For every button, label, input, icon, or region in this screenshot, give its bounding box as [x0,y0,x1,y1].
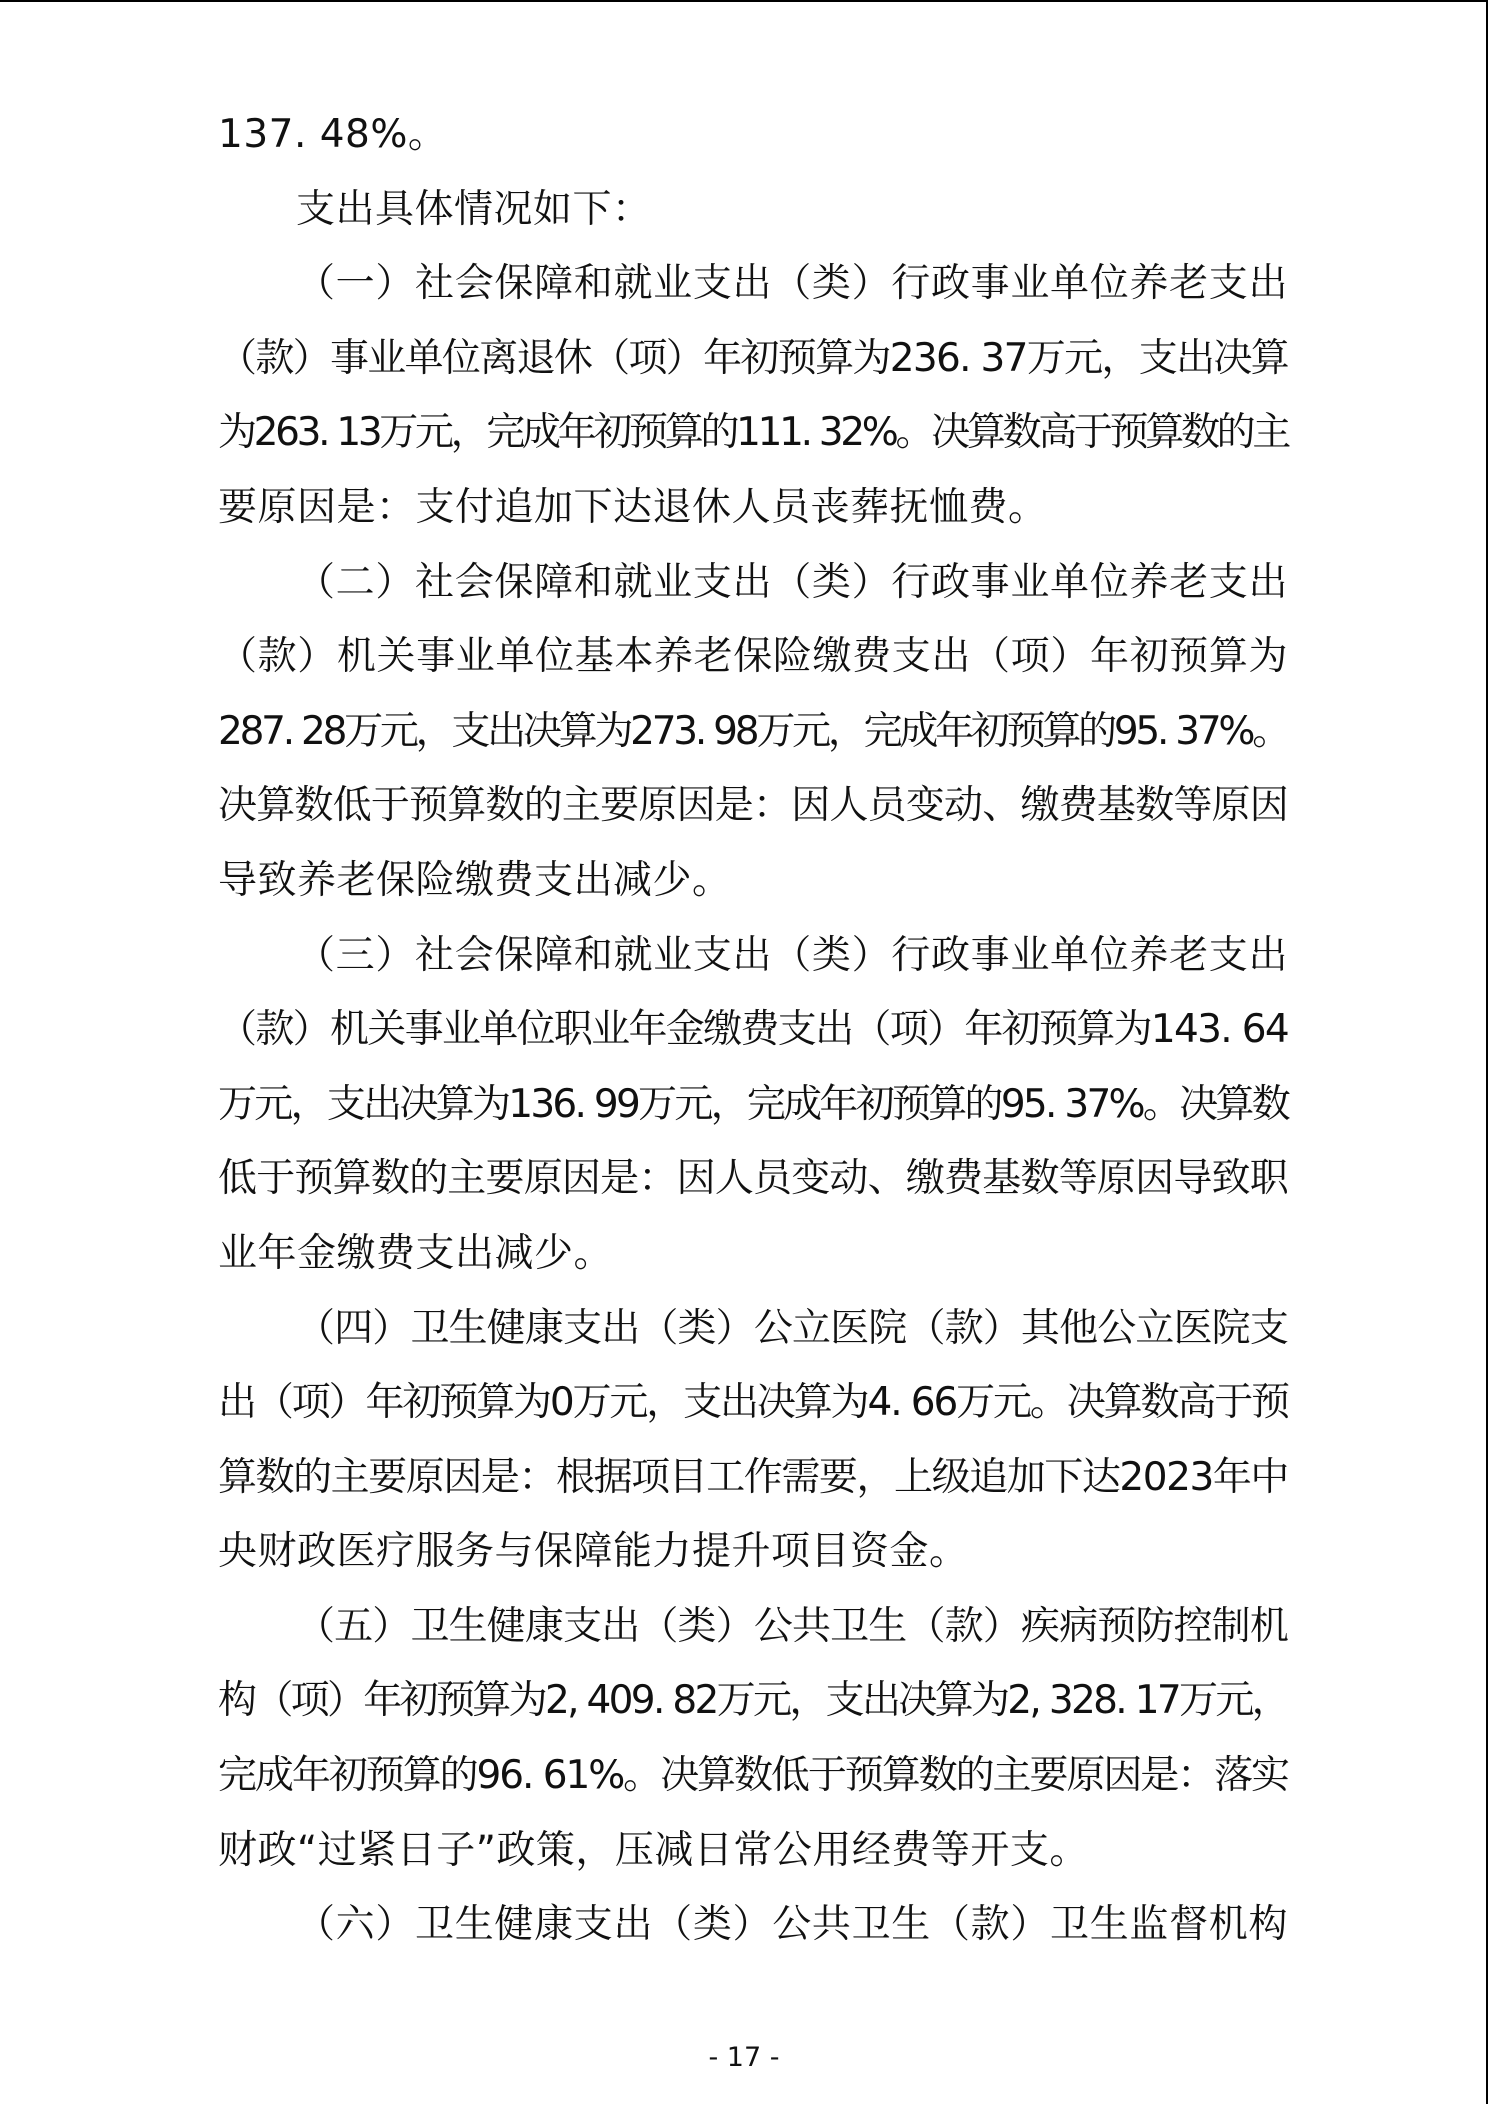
text-line: （款）事业单位离退休（项）年初预算为236. 37万元，支出决算 [218,335,1288,381]
text-line: 决算数低于预算数的主要原因是：因人员变动、缴费基数等原因 [218,783,1288,829]
text-line: （三）社会保障和就业支出（类）行政事业单位养老支出 [296,932,1288,978]
text-line: 287. 28万元，支出决算为273. 98万元，完成年初预算的95. 37%。 [218,708,1288,754]
text-line: 出（项）年初预算为0万元，支出决算为4. 66万元。决算数高于预 [218,1380,1288,1426]
page-number: - 17 - [708,2042,780,2073]
text-line: 万元，支出决算为136. 99万元，完成年初预算的95. 37%。决算数 [218,1081,1288,1127]
text-line: 完成年初预算的96. 61%。决算数低于预算数的主要原因是：落实 [218,1753,1288,1799]
text-line: （款）机关事业单位基本养老保险缴费支出（项）年初预算为 [218,634,1288,680]
text-line: 低于预算数的主要原因是：因人员变动、缴费基数等原因导致职 [218,1156,1288,1202]
text-line: （款）机关事业单位职业年金缴费支出（项）年初预算为143. 64 [218,1007,1288,1053]
text-line: 算数的主要原因是：根据项目工作需要，上级追加下达2023年中 [218,1454,1288,1500]
text-line: （一）社会保障和就业支出（类）行政事业单位养老支出 [296,261,1288,307]
text-line: 为263. 13万元，完成年初预算的111. 32%。决算数高于预算数的主 [218,410,1288,456]
text-line: 137. 48%。 [218,112,448,157]
text-line: 财政“过紧日子”政策，压减日常公用经费等开支。 [218,1827,1089,1873]
document-body [218,98,1288,1963]
text-line: （二）社会保障和就业支出（类）行政事业单位养老支出 [296,559,1288,605]
text-line: 央财政医疗服务与保障能力提升项目资金。 [218,1529,969,1575]
text-line: 导致养老保险缴费支出减少。 [218,857,732,903]
text-line: （五）卫生健康支出（类）公共卫生（款）疾病预防控制机 [296,1603,1288,1649]
text-line: 业年金缴费支出减少。 [218,1230,614,1276]
text-line: 构（项）年初预算为2, 409. 82万元，支出决算为2, 328. 17万元， [218,1678,1288,1724]
text-line: （四）卫生健康支出（类）公立医院（款）其他公立医院支 [296,1305,1288,1351]
text-line: 支出具体情况如下： [296,186,652,232]
text-line: 要原因是：支付追加下达退休人员丧葬抚恤费。 [218,484,1048,530]
text-line: （六）卫生健康支出（类）公共卫生（款）卫生监督机构 [296,1902,1288,1948]
